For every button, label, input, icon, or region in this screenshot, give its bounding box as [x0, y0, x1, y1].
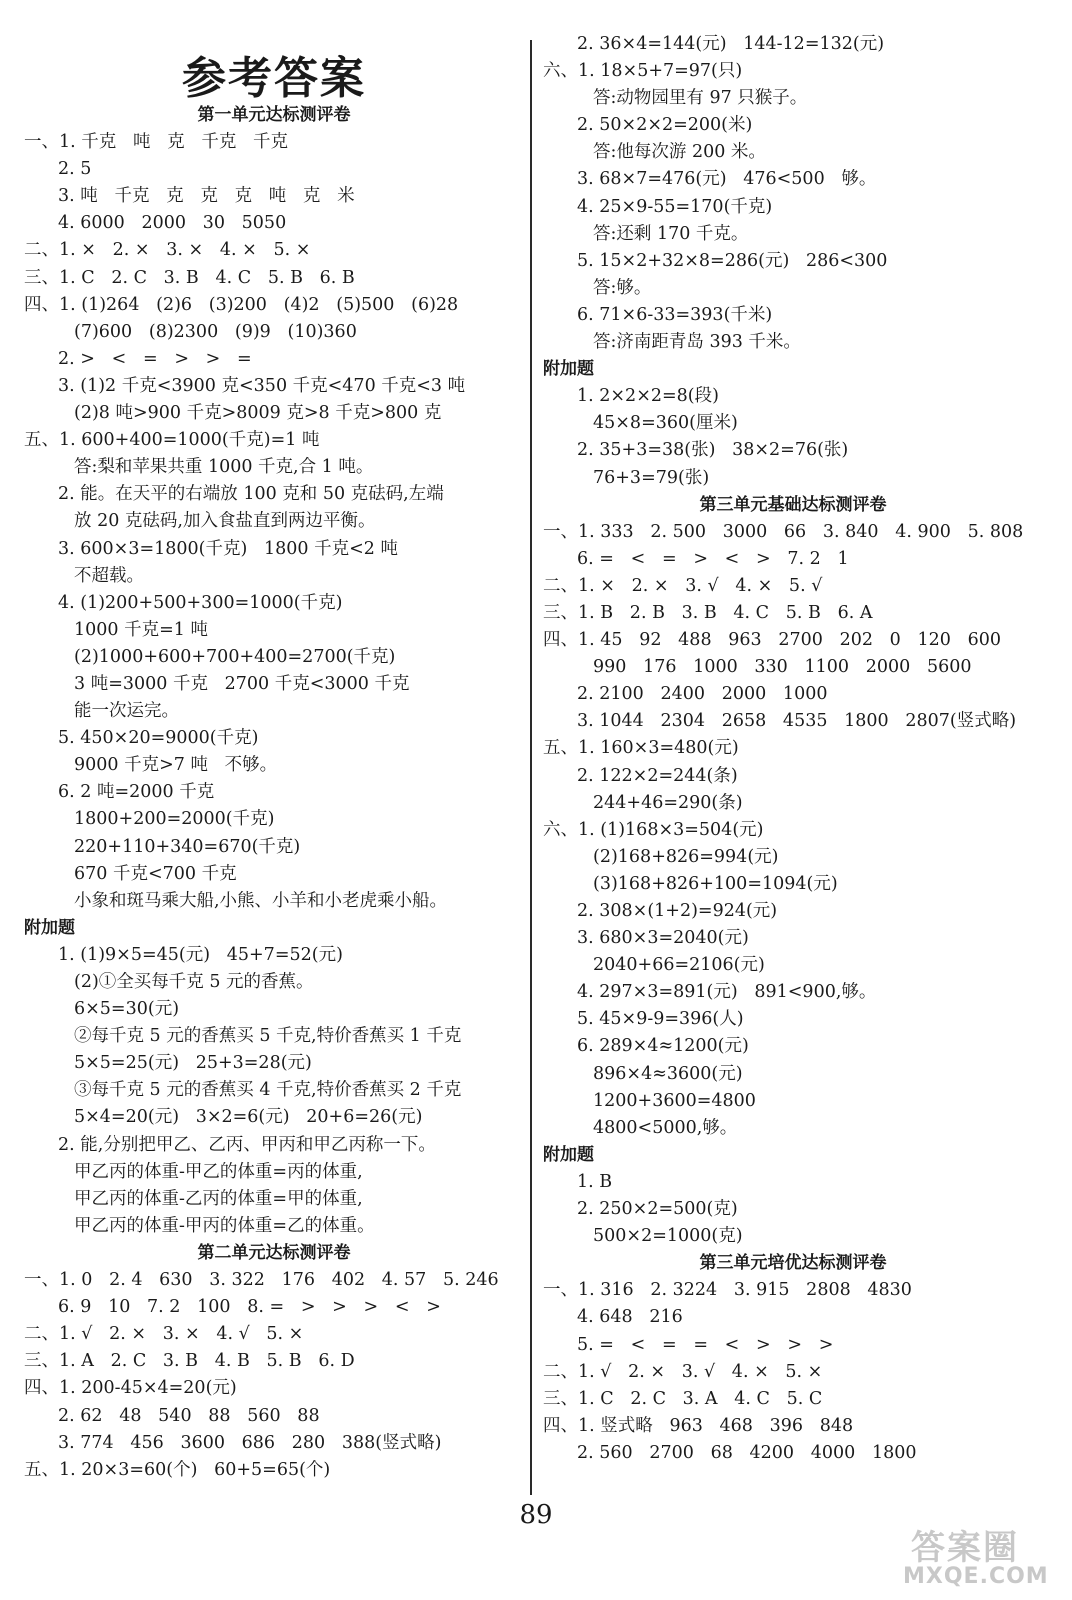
- answer-line: 6. = < = > < > 7. 2 1: [577, 548, 849, 569]
- answer-line: 不超载。: [74, 565, 144, 586]
- answer-line: 答:还剩 170 千克。: [593, 223, 749, 244]
- answer-line: 2. 5: [58, 159, 92, 180]
- answer-line: (2)①全买每千克 5 元的香蕉。: [74, 972, 314, 992]
- answer-line: (2)168+826=994(元): [593, 846, 779, 867]
- answer-line: 5. 15×2+32×8=286(元) 286<300: [577, 250, 888, 271]
- answer-line: 896×4≈3600(元): [593, 1063, 743, 1084]
- answer-line: 答:够。: [593, 277, 652, 298]
- answer-line: ②每千克 5 元的香蕉买 5 千克,特价香蕉买 1 千克: [74, 1026, 462, 1047]
- answer-line: 答:动物园里有 97 只猴子。: [593, 88, 808, 109]
- answer-line: 甲乙丙的体重-乙丙的体重=甲的体重,: [74, 1188, 363, 1209]
- answer-line: 9000 千克>7 吨 不够。: [74, 755, 278, 776]
- answer-line: 五、1. 20×3=60(个) 60+5=65(个): [24, 1459, 331, 1480]
- answer-line: 二、1. × 2. × 3. √ 4. × 5. √: [543, 575, 823, 596]
- answer-line: 5×4=20(元) 3×2=6(元) 20+6=26(元): [74, 1107, 423, 1128]
- answer-line: 2040+66=2106(元): [593, 955, 765, 976]
- answer-line: 670 千克<700 千克: [74, 863, 237, 884]
- answer-line: 2. 35+3=38(张) 38×2=76(张): [577, 440, 849, 461]
- answer-line: 甲乙丙的体重-甲丙的体重=乙的体重。: [74, 1215, 375, 1236]
- answer-line: 3. 吨 千克 克 克 克 吨 克 米: [58, 186, 355, 207]
- answer-line: (7)600 (8)2300 (9)9 (10)360: [74, 321, 357, 342]
- answer-line: 1. B: [577, 1171, 613, 1192]
- answer-line: 放 20 克砝码,加入食盐直到两边平衡。: [74, 511, 376, 532]
- answer-line: 2. > < = > > =: [58, 348, 252, 369]
- answer-line: 5×5=25(元) 25+3=28(元): [74, 1053, 312, 1074]
- answer-line: 一、1. 333 2. 500 3000 66 3. 840 4. 900 5. 808: [543, 521, 1024, 542]
- answer-line: 990 176 1000 330 1100 2000 5600: [593, 657, 972, 678]
- answer-line: 2. 62 48 540 88 560 88: [58, 1405, 320, 1426]
- bonus-heading: 附加题: [543, 1144, 594, 1165]
- answer-line: 二、1. × 2. × 3. × 4. × 5. ×: [24, 240, 311, 261]
- answer-line: 6. 289×4≈1200(元): [577, 1036, 749, 1057]
- answer-line: 四、1. 200-45×4=20(元): [24, 1378, 237, 1399]
- answer-line: (3)168+826+100=1094(元): [593, 873, 838, 894]
- answer-line: 2. 能。在天平的右端放 100 克和 50 克砝码,左端: [58, 484, 444, 505]
- answer-line: 3. 774 456 3600 686 280 388(竖式略): [58, 1432, 442, 1453]
- page-number: 89: [519, 1500, 553, 1530]
- answer-line: 答:他每次游 200 米。: [593, 142, 766, 163]
- answer-line: 五、1. 160×3=480(元): [543, 738, 739, 759]
- answer-line: 2. 能,分别把甲乙、乙丙、甲丙和甲乙丙称一下。: [58, 1134, 436, 1155]
- answer-line: 244+46=290(条): [593, 792, 743, 813]
- answer-line: 四、1. 45 92 488 963 2700 202 0 120 600: [543, 630, 1001, 651]
- answer-line: 二、1. √ 2. × 3. × 4. √ 5. ×: [24, 1324, 304, 1345]
- answer-line: 2. 122×2=244(条): [577, 765, 738, 786]
- bonus-heading: 附加题: [543, 359, 594, 380]
- answer-line: 3. 1044 2304 2658 4535 1800 2807(竖式略): [577, 711, 1017, 732]
- bonus-heading: 附加题: [24, 917, 75, 938]
- answer-line: 3. 600×3=1800(千克) 1800 千克<2 吨: [58, 538, 398, 559]
- answer-line: 五、1. 600+400=1000(千克)=1 吨: [24, 430, 320, 451]
- answer-line: 6. 71×6-33=393(千米): [577, 304, 773, 325]
- answer-line: 1. 2×2×2=8(段): [577, 386, 719, 407]
- answer-line: 3. 68×7=476(元) 476<500 够。: [577, 169, 877, 190]
- answer-line: 1. (1)9×5=45(元) 45+7=52(元): [58, 944, 343, 965]
- answer-line: 2. 50×2×2=200(米): [577, 115, 753, 136]
- answer-line: 六、1. 18×5+7=97(只): [543, 61, 743, 82]
- answer-line: 四、1. 竖式略 963 468 396 848: [543, 1415, 854, 1436]
- answer-line: 一、1. 0 2. 4 630 3. 322 176 402 4. 57 5. 246: [24, 1270, 499, 1291]
- answer-line: 500×2=1000(克): [593, 1226, 743, 1247]
- answer-line: 甲乙丙的体重-甲乙的体重=丙的体重,: [74, 1161, 363, 1182]
- page-title: 参考答案: [182, 53, 366, 104]
- answer-line: 二、1. √ 2. × 3. √ 4. × 5. ×: [543, 1361, 823, 1382]
- answer-line: 6. 2 吨=2000 千克: [58, 782, 215, 803]
- answer-line: 一、1. 千克 吨 克 千克 千克: [24, 132, 289, 153]
- watermark-top-text: 答案圈: [911, 1528, 1019, 1568]
- answer-line: 能一次运完。: [74, 701, 179, 722]
- answer-line: 5. 45×9-9=396(人): [577, 1009, 744, 1030]
- answer-line: 答:济南距青岛 393 千米。: [593, 332, 801, 353]
- answer-line: 三、1. B 2. B 3. B 4. C 5. B 6. A: [543, 602, 873, 623]
- answer-line: 220+110+340=670(千克): [74, 836, 301, 857]
- answer-line: 5. = < = = < > > >: [577, 1334, 834, 1355]
- answer-line: 2. 2100 2400 2000 1000: [577, 684, 828, 705]
- answer-line: 5. 450×20=9000(千克): [58, 728, 259, 749]
- answer-line: 四、1. (1)264 (2)6 (3)200 (4)2 (5)500 (6)28: [24, 294, 459, 315]
- answer-line: 4. 297×3=891(元) 891<900,够。: [577, 982, 877, 1003]
- answer-line: 2. 250×2=500(克): [577, 1199, 738, 1220]
- answer-line: 三、1. C 2. C 3. A 4. C 5. C: [543, 1388, 823, 1409]
- answer-line: 1200+3600=4800: [593, 1090, 756, 1111]
- answer-line: 答:梨和苹果共重 1000 千克,合 1 吨。: [74, 457, 374, 478]
- answer-line: 6×5=30(元): [74, 999, 180, 1020]
- answer-line: 2. 308×(1+2)=924(元): [577, 901, 778, 921]
- answer-line: 45×8=360(厘米): [593, 413, 738, 434]
- left-answer-lines: [24, 102, 524, 1484]
- answer-line: (2)1000+600+700+400=2700(千克): [74, 646, 396, 667]
- column-divider: [530, 40, 532, 1495]
- right-answer-lines: [543, 31, 1043, 1467]
- answer-line: 4. 25×9-55=170(千克): [577, 196, 773, 217]
- answer-line: 3. 680×3=2040(元): [577, 928, 749, 949]
- answer-line: 六、1. (1)168×3=504(元): [543, 819, 764, 840]
- answer-line: 三、1. C 2. C 3. B 4. C 5. B 6. B: [24, 267, 355, 288]
- section-heading: 第一单元达标测评卷: [197, 105, 351, 125]
- answer-line: 6. 9 10 7. 2 100 8. = > > > < >: [58, 1297, 441, 1318]
- answer-line: (2)8 吨>900 千克>8009 克>8 千克>800 克: [74, 403, 442, 424]
- section-heading: 第三单元培优达标测评卷: [699, 1253, 887, 1274]
- answer-line: 4800<5000,够。: [593, 1117, 738, 1138]
- answer-line: 4. 648 216: [577, 1307, 683, 1328]
- answer-line: 1000 千克=1 吨: [74, 619, 208, 640]
- watermark-bottom-text: MXQE.COM: [903, 1564, 1049, 1589]
- answer-line: 3 吨=3000 千克 2700 千克<3000 千克: [74, 673, 410, 694]
- answer-line: 76+3=79(张): [593, 467, 710, 488]
- answer-line: 4. (1)200+500+300=1000(千克): [58, 592, 343, 613]
- answer-line: 2. 560 2700 68 4200 4000 1800: [577, 1442, 917, 1463]
- section-heading: 第二单元达标测评卷: [197, 1242, 351, 1263]
- answer-line: 三、1. A 2. C 3. B 4. B 5. B 6. D: [24, 1351, 355, 1372]
- answer-line: 2. 36×4=144(元) 144-12=132(元): [577, 34, 885, 54]
- answer-line: ③每千克 5 元的香蕉买 4 千克,特价香蕉买 2 千克: [74, 1080, 462, 1101]
- answer-line: 一、1. 316 2. 3224 3. 915 2808 4830: [543, 1280, 912, 1301]
- answer-line: 小象和斑马乘大船,小熊、小羊和小老虎乘小船。: [74, 890, 448, 911]
- watermark-logo: [903, 1520, 1058, 1590]
- section-heading: 第三单元基础达标测评卷: [699, 494, 887, 515]
- answer-line: 4. 6000 2000 30 5050: [58, 213, 287, 234]
- answer-line: 1800+200=2000(千克): [74, 809, 275, 830]
- answer-line: 3. (1)2 千克<3900 克<350 千克<470 千克<3 吨: [58, 375, 466, 396]
